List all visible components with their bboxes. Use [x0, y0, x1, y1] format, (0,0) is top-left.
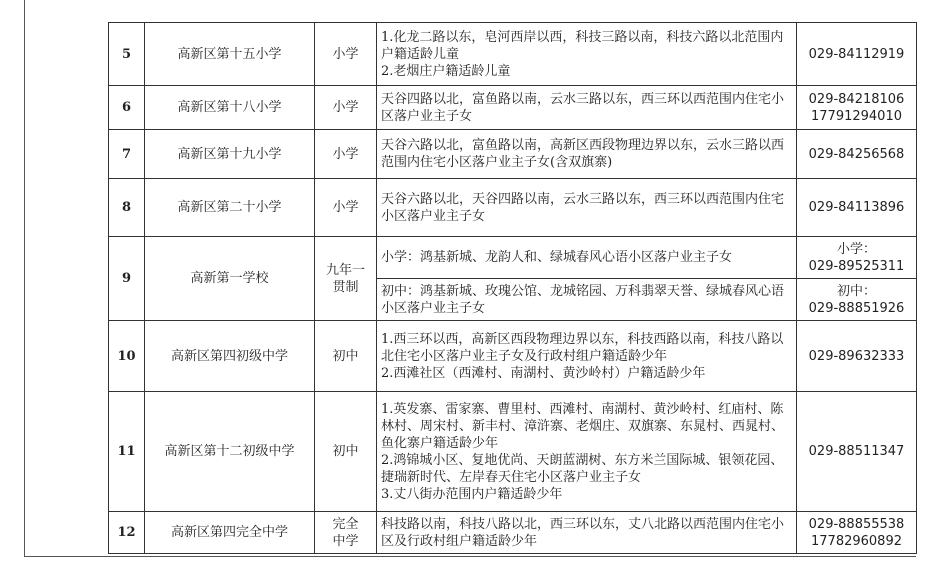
school-district-table	[108, 22, 917, 554]
row-number: 9	[109, 237, 145, 321]
school-name: 高新区第十二初级中学	[145, 392, 315, 512]
contact-phone: 029-84256568	[797, 130, 917, 179]
enrollment-area: 天谷六路以北，富鱼路以南，高新区西段物理边界以东，云水三路以西范围内住宅小区落户业主子女(含双旗寨)	[377, 130, 797, 179]
school-type: 完全 中学	[315, 512, 377, 554]
contact-phone: 029-84113896	[797, 179, 917, 237]
row-number: 6	[109, 86, 145, 130]
page-frame-bottom-border	[24, 556, 916, 557]
school-type: 小学	[315, 23, 377, 86]
contact-phone: 029-88511347	[797, 392, 917, 512]
school-type: 小学	[315, 179, 377, 237]
enrollment-area: 1.化龙二路以东，皂河西岸以西，科技三路以南，科技六路以北范围内户籍适龄儿童 2.老烟庄户籍适龄儿童	[377, 23, 797, 86]
contact-phone: 029-84218106 17791294010	[797, 86, 917, 130]
contact-phone: 029-89632333	[797, 321, 917, 392]
enrollment-area: 科技路以南，科技八路以北，西三环以东，丈八北路以西范围内住宅小区及行政村组户籍适龄少年	[377, 512, 797, 554]
enrollment-area: 1.英发寨、雷家寨、曹里村、西滩村、南湖村、黄沙岭村、红庙村、陈林村、周宋村、新丰村、漳浒寨、老烟庄、双旗寨、东晁村、西晁村、鱼化寨户籍适龄少年 2.鸿锦城小区、复地优尚、天朗蓝湖树、东方米兰国际城、银领花园、捷瑞新时代、左岸春天住宅小区落户业主子女 3.丈八街办范围内户籍适龄少年	[377, 392, 797, 512]
table-row	[109, 130, 917, 179]
enrollment-area-junior: 初中：鸿基新城、玫瑰公馆、龙城铭园、万科翡翠天誉、绿城春风心语小区落户业主子女	[377, 279, 797, 321]
school-name: 高新区第二十小学	[145, 179, 315, 237]
school-type: 小学	[315, 86, 377, 130]
table-row	[109, 86, 917, 130]
enrollment-area: 天谷四路以北，富鱼路以南，云水三路以东，西三环以西范围内住宅小区落户业主子女	[377, 86, 797, 130]
row-number: 5	[109, 23, 145, 86]
enrollment-area-primary: 小学：鸿基新城、龙韵人和、绿城春风心语小区落户业主子女	[377, 237, 797, 279]
school-name: 高新区第十八小学	[145, 86, 315, 130]
table-row	[109, 321, 917, 392]
school-name: 高新区第十五小学	[145, 23, 315, 86]
school-type: 九年一 贯制	[315, 237, 377, 321]
row-number: 12	[109, 512, 145, 554]
school-name: 高新区第四初级中学	[145, 321, 315, 392]
row-number: 10	[109, 321, 145, 392]
school-type: 初中	[315, 321, 377, 392]
school-type: 小学	[315, 130, 377, 179]
table-row	[109, 512, 917, 554]
row-number: 8	[109, 179, 145, 237]
school-name: 高新区第四完全中学	[145, 512, 315, 554]
table-row	[109, 179, 917, 237]
enrollment-area: 天谷六路以北，天谷四路以南，云水三路以东，西三环以西范围内住宅小区落户业主子女	[377, 179, 797, 237]
enrollment-area: 1.西三环以西，高新区西段物理边界以东，科技西路以南，科技八路以北住宅小区落户业主子女及行政村组户籍适龄少年 2.西滩社区（西滩村、南湖村、黄沙岭村）户籍适龄少年	[377, 321, 797, 392]
contact-phone-junior: 初中： 029-88851926	[797, 279, 917, 321]
contact-phone: 029-84112919	[797, 23, 917, 86]
row-number: 11	[109, 392, 145, 512]
row-number: 7	[109, 130, 145, 179]
contact-phone: 029-88855538 17782960892	[797, 512, 917, 554]
school-type: 初中	[315, 392, 377, 512]
table-row	[109, 237, 917, 279]
contact-phone-primary: 小学： 029-89525311	[797, 237, 917, 279]
page-frame-left-border	[24, 0, 25, 556]
school-name: 高新区第十九小学	[145, 130, 315, 179]
school-name: 高新第一学校	[145, 237, 315, 321]
table-row	[109, 392, 917, 512]
table-row	[109, 23, 917, 86]
